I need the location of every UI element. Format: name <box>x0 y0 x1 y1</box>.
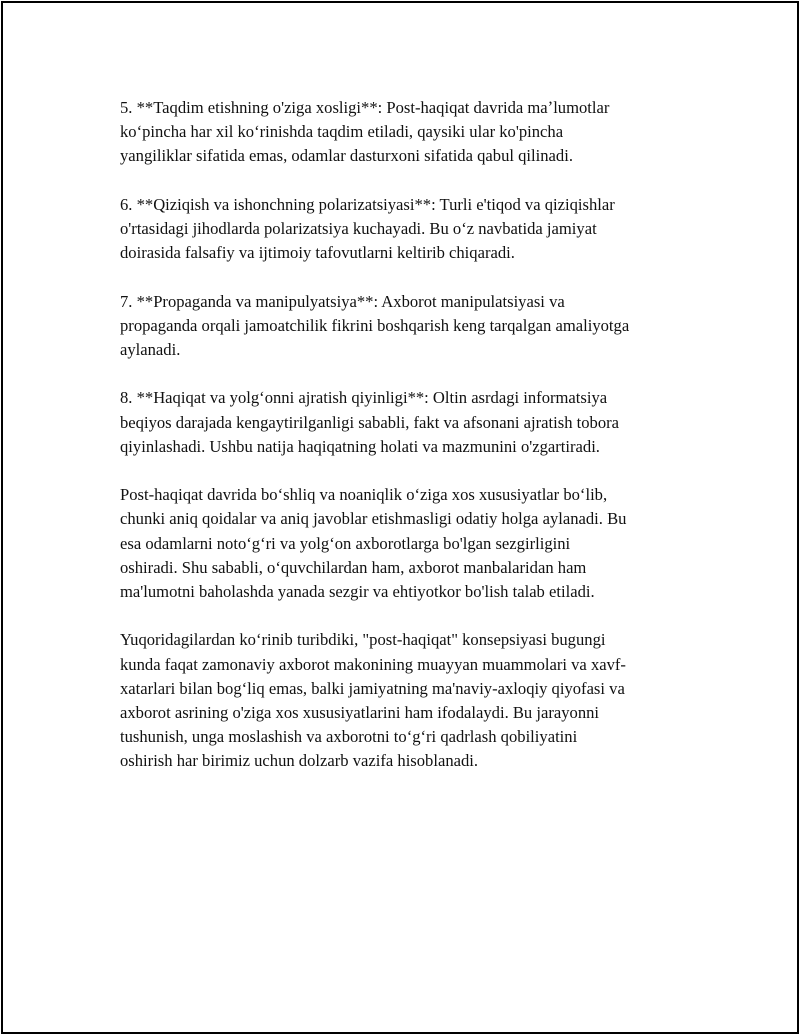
text-line: 5. **Taqdim etishning o'ziga xosligi**: Post-haqiqat davrida maʼlumotlar <box>120 98 610 117</box>
document-page <box>1 1 799 1034</box>
text-line: yangiliklar sifatida emas, odamlar dasturxoni sifatida qabul qilinadi. <box>120 146 573 166</box>
text-line: Yuqoridagilardan koʻrinib turibdiki, "post-haqiqat" konsepsiyasi bugungi <box>120 630 606 650</box>
paragraph-post-truth-uncertainty <box>120 483 695 604</box>
text-line: ma'lumotni baholashda yanada sezgir va ehtiyotkor bo'lish talab etiladi. <box>120 582 595 601</box>
text-line: doirasida falsafiy va ijtimoiy tafovutlarni keltirib chiqaradi. <box>120 243 515 263</box>
text-line: propaganda orqali jamoatchilik fikrini boshqarish keng tarqalgan amaliyotga <box>120 315 630 335</box>
document-body <box>120 96 695 798</box>
text-line: koʻpincha har xil koʻrinishda taqdim etiladi, qaysiki ular ko'pincha <box>120 122 564 142</box>
text-line: oshirish har birimiz uchun dolzarb vazifa hisoblanadi. <box>120 751 479 771</box>
text-line: o'rtasidagi jihodlarda polarizatsiya kuchayadi. Bu oʻz navbatida jamiyat <box>120 219 597 238</box>
paragraph-item-5 <box>120 96 695 169</box>
text-line: 8. **Haqiqat va yolgʻonni ajratish qiyinligi**: Oltin asrdagi informatsiya <box>120 388 608 408</box>
text-line: qiyinlashadi. Ushbu natija haqiqatning holati va mazmunini o'zgartiradi. <box>120 436 600 456</box>
paragraph-item-6 <box>120 193 695 266</box>
text-line: 6. **Qiziqish va ishonchning polarizatsiyasi**: Turli e'tiqod va qiziqishlar <box>120 194 615 214</box>
text-line: oshiradi. Shu sababli, oʻquvchilardan ham, axborot manbalaridan ham <box>120 557 587 577</box>
text-line: 7. **Propaganda va manipulyatsiya**: Axborot manipulatsiyasi va <box>120 291 565 311</box>
paragraph-item-7 <box>120 290 695 363</box>
text-line: kunda faqat zamonaviy axborot makonining muayyan muammolari va xavf- <box>120 654 626 674</box>
text-line: chunki aniq qoidalar va aniq javoblar etishmasligi odatiy holga aylanadi. Bu <box>120 509 627 529</box>
text-line: esa odamlarni notoʻgʻri va yolgʻon axborotlarga bo'lgan sezgirligini <box>120 533 571 553</box>
paragraph-item-8 <box>120 386 695 459</box>
paragraph-conclusion <box>120 628 695 773</box>
text-line: beqiyos darajada kengaytirilganligi sababli, fakt va afsonani ajratish tobora <box>120 412 620 432</box>
text-line: aylanadi. <box>120 340 181 359</box>
text-line: axborot asrining o'ziga xos xususiyatlarini ham ifodalaydi. Bu jarayonni <box>120 703 600 722</box>
text-line: Post-haqiqat davrida boʻshliq va noaniqlik oʻziga xos xususiyatlar boʻlib, <box>120 485 608 505</box>
text-line: tushunish, unga moslashish va axborotni toʻgʻri qadrlash qobiliyatini <box>120 727 578 747</box>
text-line: xatarlari bilan bogʻliq emas, balki jamiyatning ma'naviy-axloqiy qiyofasi va <box>120 678 625 698</box>
